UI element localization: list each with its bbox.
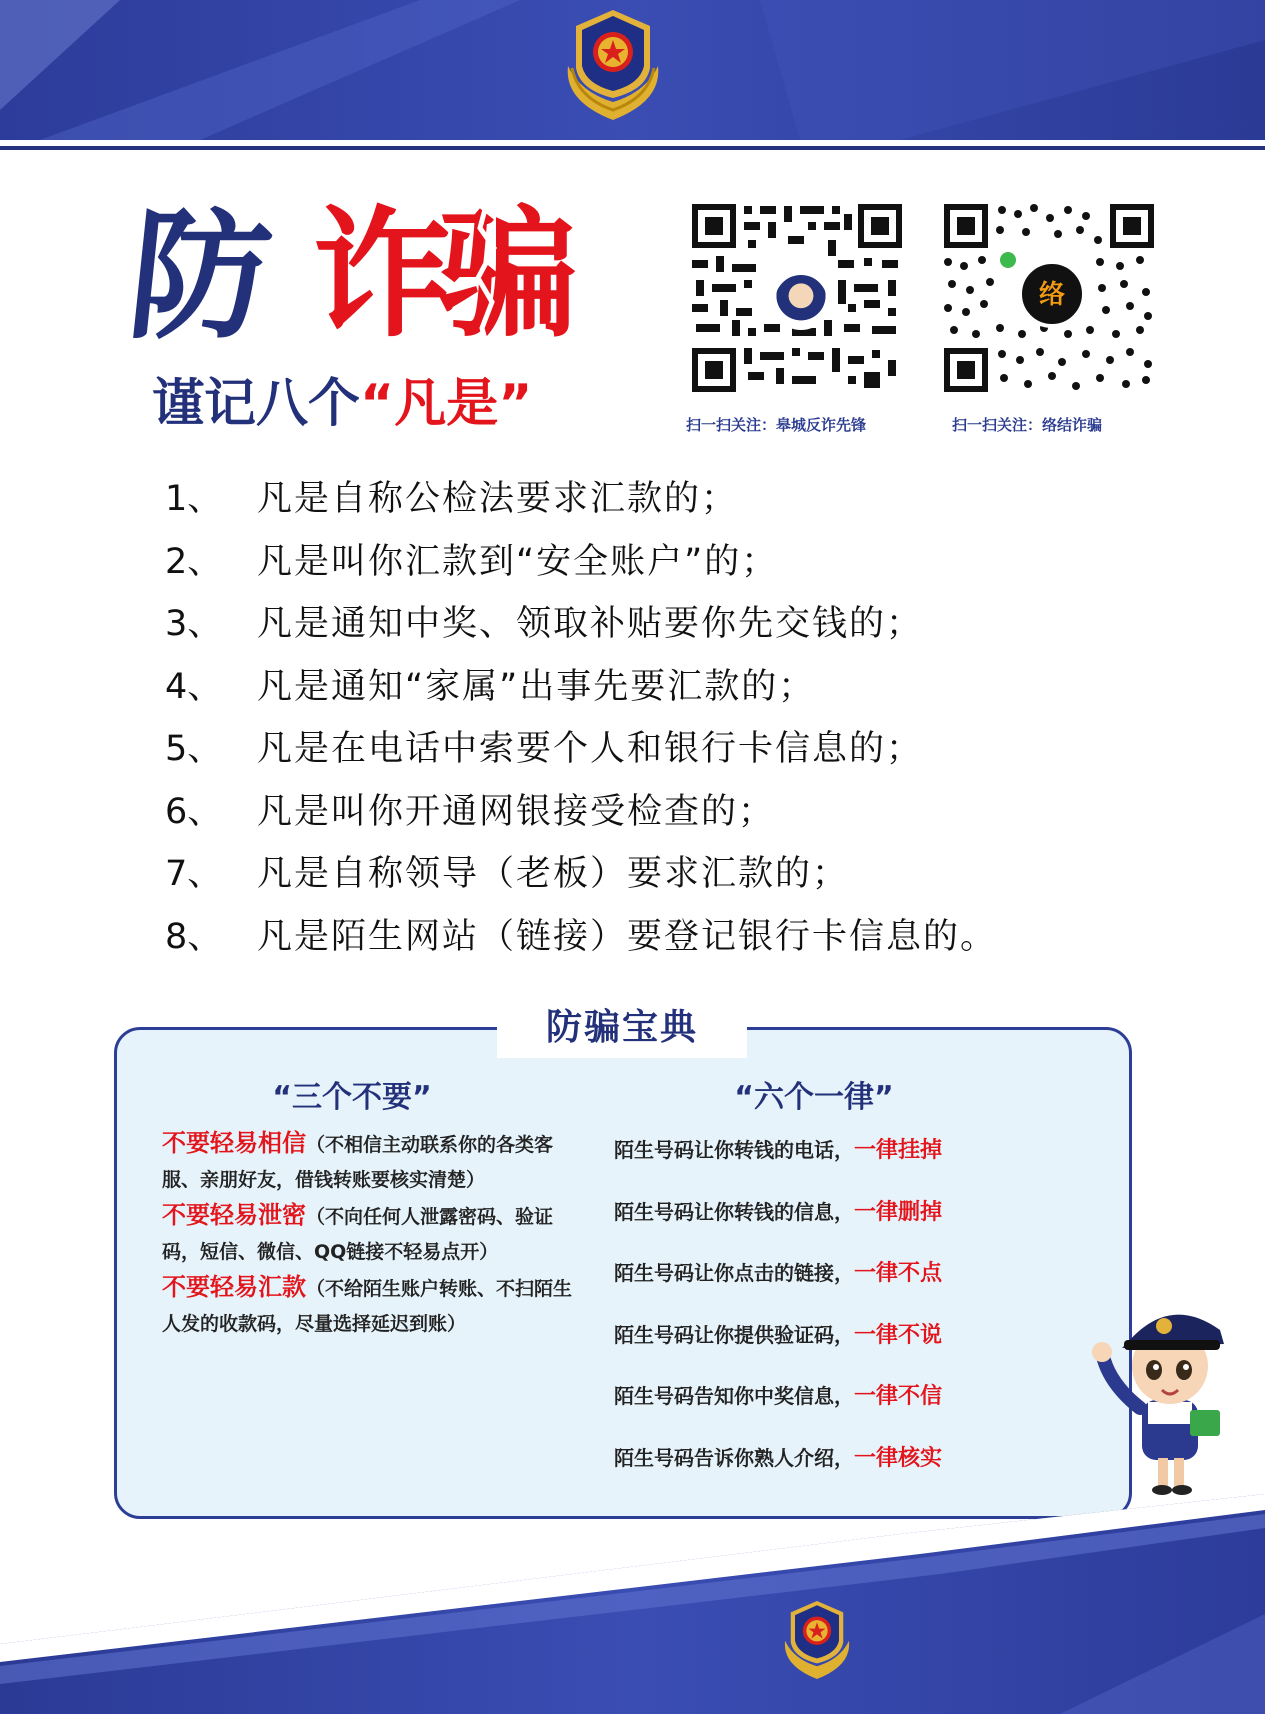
bottom-banner <box>0 1494 1265 1714</box>
rule-text: 凡是自称领导（老板）要求汇款的； <box>257 854 850 894</box>
qr-caption-2: 扫一扫关注：络结诈骗 <box>952 416 1103 434</box>
subtitle-main: 谨记八个 <box>152 374 361 434</box>
qr-caption-1: 扫一扫关注：皋城反诈先锋 <box>686 416 867 434</box>
list-item <box>165 781 1215 844</box>
six-always-action: 一律挂掉 <box>854 1138 943 1163</box>
rule-number: 5、 <box>165 729 223 769</box>
list-item <box>165 843 1215 906</box>
rule-text: 凡是通知中奖、领取补贴要你先交钱的； <box>257 604 924 644</box>
six-always-action: 一律不信 <box>854 1384 943 1409</box>
rule-number: 2、 <box>165 541 223 582</box>
rule-text: 凡是陌生网站（链接）要登记银行卡信息的。 <box>257 916 998 957</box>
six-always-item <box>614 1372 1094 1434</box>
six-always-text: 陌生号码让你转钱的电话， <box>614 1138 854 1162</box>
rule-text: 凡是叫你开通网银接受检查的； <box>257 791 776 832</box>
six-always-action: 一律不说 <box>854 1322 943 1348</box>
three-donts-key: 不要轻易相信 <box>162 1129 306 1157</box>
six-always-item <box>614 1249 1094 1311</box>
six-always-text: 陌生号码让你提供验证码， <box>614 1322 854 1347</box>
three-donts-detail: （不给陌生账户转账、不扫陌生人发的收款码，尽量选择延迟到账） <box>162 1278 573 1335</box>
list-item <box>165 718 1215 781</box>
police-mascot-icon <box>1092 1290 1242 1500</box>
three-donts-detail: （不相信主动联系你的各类客服、亲朋好友，借钱转账要核实清楚） <box>162 1134 554 1191</box>
six-always-item <box>614 1188 1094 1250</box>
list-item <box>165 906 1215 969</box>
rule-number: 3、 <box>165 604 223 644</box>
three-donts-item <box>162 1270 582 1342</box>
panel-title: 防骗宝典 <box>497 998 747 1058</box>
six-always-item <box>614 1434 1094 1496</box>
police-emblem-icon <box>558 6 668 124</box>
title-block <box>121 194 690 448</box>
police-emblem-icon <box>778 1598 856 1682</box>
three-donts-key: 不要轻易汇款 <box>162 1273 306 1301</box>
rule-text: 凡是叫你汇款到“安全账户”的； <box>257 541 779 582</box>
six-always-action: 一律不点 <box>854 1261 943 1286</box>
qr-logo-icon <box>1018 260 1086 328</box>
list-item <box>165 468 1215 531</box>
qr-logo-icon <box>772 272 830 330</box>
rule-number: 7、 <box>165 854 223 894</box>
rule-number: 8、 <box>165 916 223 957</box>
subtitle <box>152 374 533 434</box>
title-main: 诈骗 <box>312 194 565 357</box>
six-always-column <box>614 1070 1094 1495</box>
list-item <box>165 656 1215 719</box>
six-always-heading: “六个一律” <box>734 1080 894 1115</box>
rule-number: 6、 <box>165 791 223 832</box>
three-donts-item <box>162 1198 582 1270</box>
six-always-item <box>614 1126 1094 1188</box>
rule-text: 凡是在电话中索要个人和银行卡信息的； <box>257 729 924 769</box>
three-donts-heading: “三个不要” <box>272 1080 432 1115</box>
qr-code-1 <box>688 200 906 396</box>
six-always-text: 陌生号码让你转钱的信息， <box>614 1199 854 1224</box>
crack-icon <box>460 198 520 358</box>
rules-list <box>165 468 1215 968</box>
six-always-action: 一律删掉 <box>854 1199 943 1225</box>
qr-logo-label: 络 <box>1038 280 1065 310</box>
six-always-text: 陌生号码告诉你熟人介绍， <box>614 1445 854 1470</box>
rule-number: 1、 <box>165 479 223 519</box>
three-donts-column <box>162 1070 582 1342</box>
qr-code-2 <box>940 200 1158 396</box>
three-donts-detail: （不向任何人泄露密码、验证码，短信、微信、QQ链接不轻易点开） <box>162 1206 554 1263</box>
rule-number: 4、 <box>165 666 223 707</box>
three-donts-item <box>162 1126 582 1198</box>
three-donts-key: 不要轻易泄密 <box>162 1201 306 1229</box>
six-always-text: 陌生号码告知你中奖信息， <box>614 1384 854 1408</box>
list-item <box>165 593 1215 656</box>
subtitle-emphasis: “凡是” <box>360 374 533 434</box>
title-prefix: 防 <box>121 196 273 359</box>
rule-text: 凡是通知“家属”出事先要汇款的； <box>257 666 816 707</box>
rule-text: 凡是自称公检法要求汇款的； <box>257 479 739 519</box>
six-always-item <box>614 1311 1094 1373</box>
wechat-icon <box>1000 252 1016 268</box>
six-always-text: 陌生号码让你点击的链接， <box>614 1261 854 1285</box>
list-item <box>165 531 1215 594</box>
six-always-action: 一律核实 <box>854 1445 943 1471</box>
